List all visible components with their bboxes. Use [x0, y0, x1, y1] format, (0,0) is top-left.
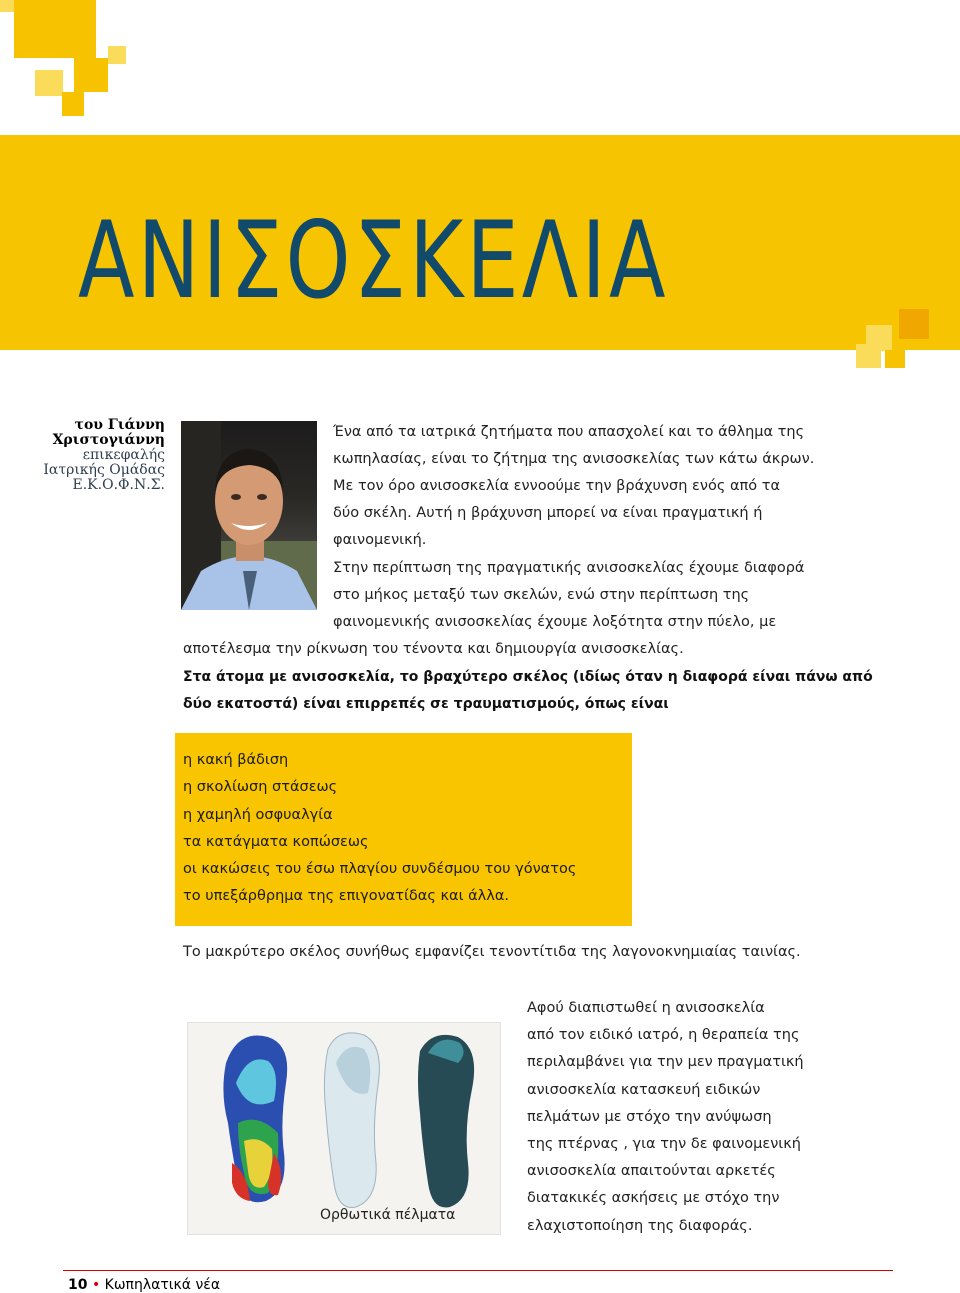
intro-line-last: αποτέλεσμα την ρίκνωση του τένοντα και δημιουργία ανισοσκελίας. [183, 641, 684, 657]
author-org: Ε.Κ.Ο.Φ.Ν.Σ. [72, 477, 165, 493]
publication-name: Κωπηλατικά νέα [104, 1277, 221, 1293]
intro-line: Με τον όρο ανισοσκελία εννοούμε την βράχυνση ενός από τα [333, 478, 781, 494]
tendon-line: Το μακρύτερο σκέλος συνήθως εμφανίζει τενοντίτιδα της λαγονοκνημιαίας ταινίας. [183, 944, 801, 960]
intro-line: φαινομενική. [333, 532, 427, 548]
treatment-line: Αφού διαπιστωθεί η ανισοσκελία [527, 1000, 765, 1016]
image-caption: Ορθωτικά πέλματα [320, 1207, 456, 1223]
decor-square [856, 344, 881, 368]
treatment-line: πελμάτων με στόχο την ανύψωση [527, 1108, 772, 1125]
page-title: ΑΝΙΣΟΣΚΕΛΙΑ [78, 199, 669, 322]
decor-square [885, 350, 905, 368]
page-footer [68, 1277, 220, 1293]
list-item: οι κακώσεις του έσω πλαγίου συνδέσμου του γόνατος [183, 861, 577, 878]
intro-line: Ένα από τα ιατρικά ζητήματα που απασχολεί και το άθλημα της [333, 424, 805, 440]
author-team: Ιατρικής Ομάδας [43, 462, 165, 478]
intro-line: κωπηλασίας, είναι το ζήτημα της ανισοσκελίας των κάτω άκρων. [333, 451, 815, 467]
author-byline [40, 418, 165, 493]
footer-rule [63, 1270, 893, 1271]
author-role: επικεφαλής [82, 447, 165, 463]
treatment-line: ανισοσκελία κατασκευή ειδικών [527, 1081, 761, 1098]
intro-line: φαινομενικής ανισοσκελίας έχουμε λοξότητα στην πύελο, με [333, 614, 777, 630]
treatment-text [527, 995, 827, 1240]
intro-line: Στην περίπτωση της πραγματικής ανισοσκελίας έχουμε διαφορά [333, 560, 805, 576]
list-item: τα κατάγματα κοπώσεως [183, 833, 369, 850]
author-prefix: του Γιάννη [74, 417, 165, 433]
orthotic-insoles-image [187, 1022, 501, 1235]
author-photo [181, 421, 317, 610]
treatment-line: της πτέρνας , για την δε φαινομενική [527, 1136, 801, 1153]
treatment-line: διατακικές ασκήσεις με στόχο την [527, 1190, 780, 1207]
treatment-line: από τον ειδικό ιατρό, η θεραπεία της [527, 1027, 800, 1044]
list-item: η σκολίωση στάσεως [183, 779, 338, 796]
intro-line: στο μήκος μεταξύ των σκελών, ενώ στην περίπτωση της [333, 587, 750, 603]
list-item: η κακή βάδιση [183, 752, 289, 768]
treatment-line: ανισοσκελία απαιτούνται αρκετές [527, 1163, 776, 1180]
footer-bullet: • [91, 1277, 101, 1293]
list-item: η χαμηλή οσφυαλγία [183, 806, 333, 823]
author-name: Χριστογιάννη [52, 432, 165, 448]
injury-list-box [175, 733, 632, 926]
treatment-line: ελαχιστοποίηση της διαφοράς. [527, 1217, 753, 1234]
bold-paragraph-line: Στα άτομα με ανισοσκελία, το βραχύτερο σκέλος (ιδίως όταν η διαφορά είναι πάνω από [183, 669, 873, 685]
bold-paragraph-line: δύο εκατοστά) είναι επιρρεπές σε τραυματισμούς, όπως είναι [183, 696, 669, 712]
decor-square [899, 309, 929, 339]
intro-line: δύο σκέλη. Αυτή η βράχυνση μπορεί να είναι πραγματική ή [333, 505, 763, 521]
page-number: 10 [68, 1277, 88, 1293]
treatment-line: περιλαμβάνει για την μεν πραγματική [527, 1054, 804, 1071]
list-item: το υπεξάρθρημα της επιγονατίδας και άλλα. [183, 888, 509, 905]
